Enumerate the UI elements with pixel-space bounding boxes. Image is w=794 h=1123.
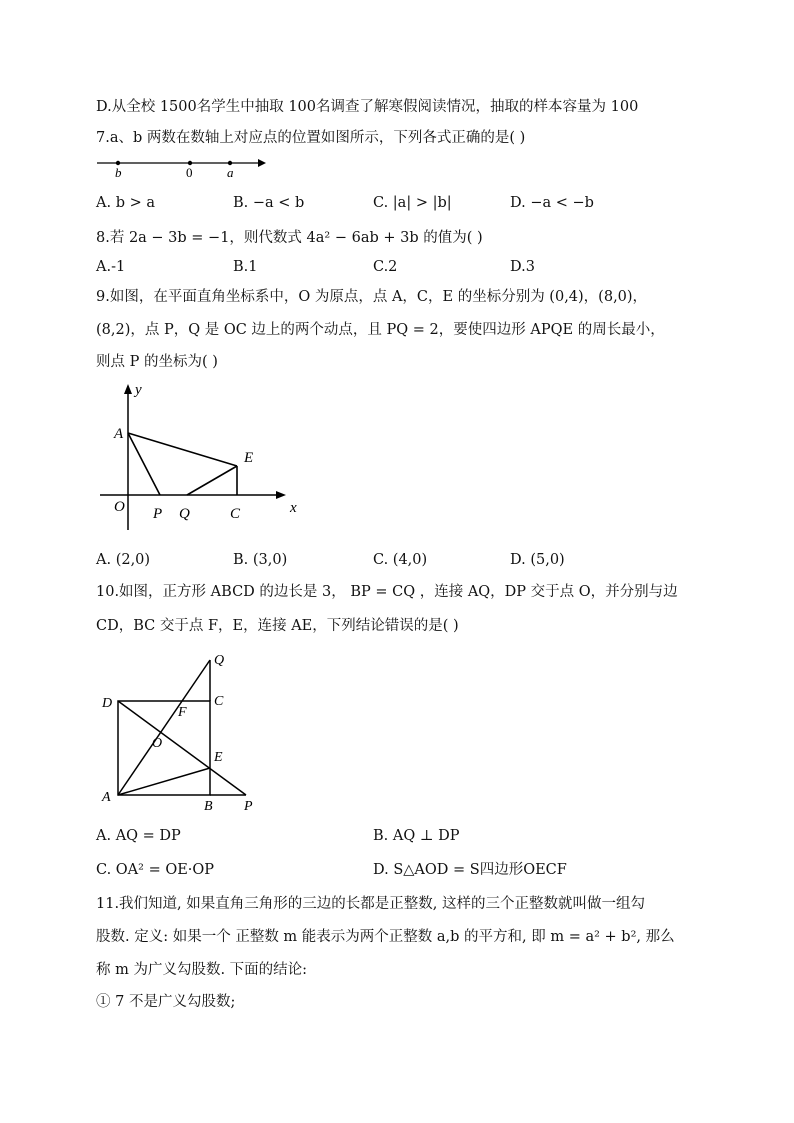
q9-line-2: (8,2)，点 P，Q 是 OC 边上的两个动点，且 PQ = 2，要使四边形 APQE 的周长最小， bbox=[96, 322, 665, 338]
q11-line-3: 称 m 为广义勾股数. 下面的结论: bbox=[96, 962, 308, 978]
label-A: A bbox=[102, 790, 111, 805]
q11-line-1: 11.我们知道, 如果直角三角形的三边的长都是正整数, 这样的三个正整数就叫做一组勾 bbox=[96, 896, 645, 912]
segment-AQ bbox=[118, 660, 210, 795]
label-P: P bbox=[153, 506, 163, 522]
label-E: E bbox=[244, 450, 254, 466]
segment-AE bbox=[128, 433, 237, 466]
q11-item-1: ① 7 不是广义勾股数; bbox=[96, 994, 236, 1010]
q9-line-1: 9.如图，在平面直角坐标系中，O 为原点，点 A，C，E 的坐标分别为 (0,4)，(8,0)， bbox=[96, 289, 648, 305]
q10-square-figure bbox=[94, 650, 294, 820]
label-Q: Q bbox=[179, 506, 190, 522]
q9-option-b: B. (3,0) bbox=[233, 552, 288, 568]
label-zero: 0 bbox=[186, 165, 193, 180]
segment-AP bbox=[128, 433, 160, 495]
q9-option-d: D. (5,0) bbox=[510, 552, 565, 568]
q10-option-a: A. AQ = DP bbox=[96, 828, 181, 844]
segment-AE bbox=[118, 768, 210, 795]
q10-option-d: D. S△AOD = S四边形OECF bbox=[373, 862, 567, 878]
x-axis-arrow bbox=[276, 491, 286, 499]
q7-option-b: B. −a < b bbox=[233, 195, 305, 211]
q10-option-b: B. AQ ⊥ DP bbox=[373, 828, 460, 844]
q7-number-line bbox=[0, 150, 794, 190]
q8-option-a: A.-1 bbox=[96, 259, 126, 275]
label-x: x bbox=[290, 500, 297, 516]
q11-line-2: 股数. 定义: 如果一个 正整数 m 能表示为两个正整数 a,b 的平方和, 即 m = a² + b², 那么 bbox=[96, 929, 675, 945]
q10-line-1: 10.如图，正方形 ABCD 的边长是 3， BP = CQ ，连接 AQ，DP 交于点 O，并分别与边 bbox=[96, 584, 678, 600]
y-axis-arrow bbox=[124, 384, 132, 394]
q7-option-a: A. b > a bbox=[96, 195, 155, 211]
label-b: b bbox=[115, 165, 122, 180]
q7-option-d: D. −a < −b bbox=[510, 195, 594, 211]
label-C: C bbox=[214, 694, 224, 709]
number-line-arrow bbox=[258, 159, 266, 167]
q8-option-d: D.3 bbox=[510, 259, 535, 275]
label-E: E bbox=[214, 750, 223, 765]
label-y: y bbox=[135, 382, 142, 398]
q8-option-b: B.1 bbox=[233, 259, 258, 275]
q7-option-c: C. |a| > |b| bbox=[373, 195, 452, 211]
label-A: A bbox=[114, 426, 124, 442]
label-D: D bbox=[102, 696, 113, 711]
q10-line-2: CD，BC 交于点 F，E，连接 AE，下列结论错误的是( ) bbox=[96, 618, 459, 634]
q7-stem: 7.a、b 两数在数轴上对应点的位置如图所示，下列各式正确的是( ) bbox=[96, 130, 526, 146]
label-a: a bbox=[227, 165, 234, 180]
q10-option-c: C. OA² = OE·OP bbox=[96, 862, 215, 878]
label-C: C bbox=[230, 506, 241, 522]
q8-stem: 8.若 2a − 3b = −1，则代数式 4a² − 6ab + 3b 的值为( ) bbox=[96, 230, 483, 246]
q9-option-a: A. (2,0) bbox=[96, 552, 151, 568]
label-F: F bbox=[178, 705, 187, 720]
label-B: B bbox=[204, 799, 213, 814]
q9-coordinate-figure bbox=[94, 380, 324, 540]
q9-line-3: 则点 P 的坐标为( ) bbox=[96, 354, 218, 370]
q8-option-c: C.2 bbox=[373, 259, 398, 275]
label-O: O bbox=[114, 499, 125, 515]
q6-option-d: D.从全校 1500名学生中抽取 100名调查了解寒假阅读情况，抽取的样本容量为 100 bbox=[96, 99, 639, 115]
label-Q: Q bbox=[214, 653, 225, 668]
segment-QE bbox=[187, 466, 237, 495]
q9-option-c: C. (4,0) bbox=[373, 552, 428, 568]
label-O: O bbox=[152, 736, 163, 751]
label-P: P bbox=[244, 799, 253, 814]
